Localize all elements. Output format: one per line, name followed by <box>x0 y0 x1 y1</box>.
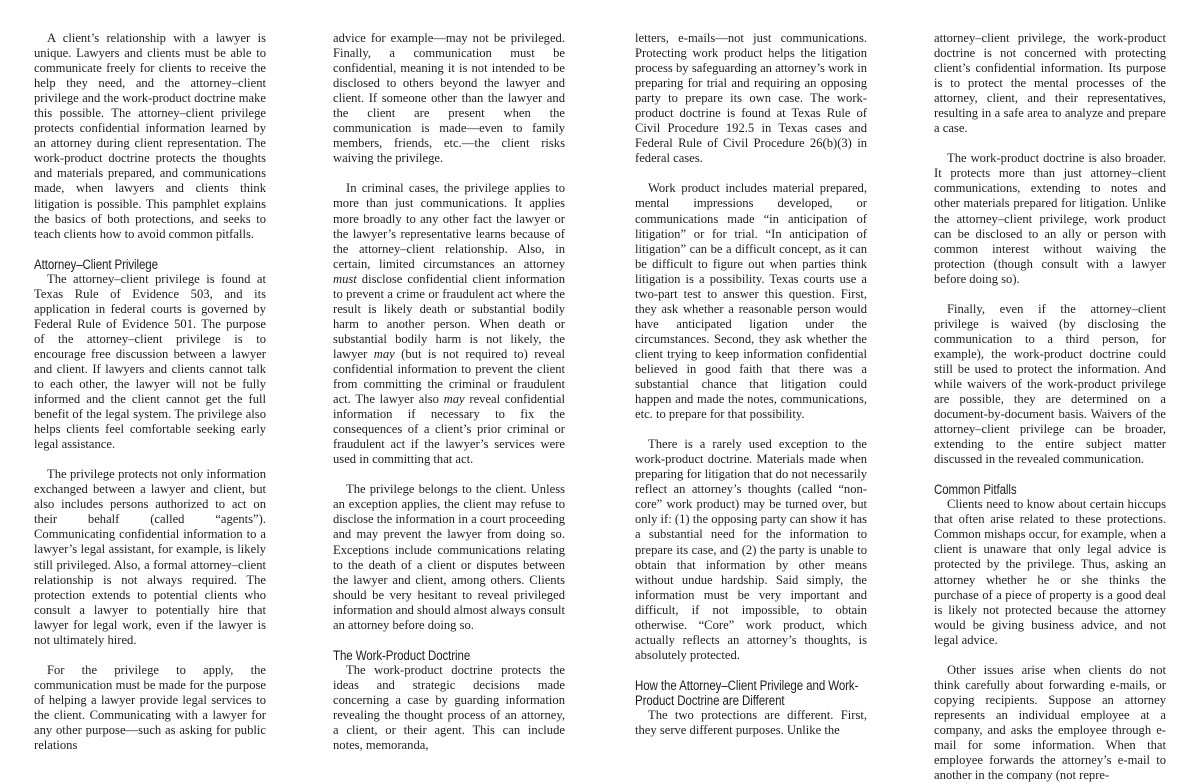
paragraph: Other issues arise when clients do not think carefully about forwarding e-mails, or copying recipients. Suppose an attorney represents an individual employee at a company, and asks the employee through e-mail for some information. When that employee forwards the attorney’s e-mail to another in the company (not repre- <box>934 662 1166 783</box>
paragraph: Clients need to know about certain hiccups that often arise related to these protections. Common mishaps occur, for example, when a client is unaware that only legal advice is protected by the privilege. Thus, asking an attorney whether he or she thinks the purchase of a piece of property is a good deal is likely not protected because the attorney would be giving business advice, and not legal advice. <box>934 497 1166 647</box>
section-heading-work-product-doctrine: The Work-Product Doctrine <box>333 647 471 663</box>
text-column-1 <box>34 31 266 753</box>
paragraph: In criminal cases, the privilege applies to more than just communications. It applies more broadly to any other fact the lawyer or the lawyer’s representative learns because of the attorney–client relationship. Also, in certain, limited circumstances an attorney must disclose confidential client information to prevent a crime or fraudulent act where the result is likely death or substantial bodily harm to another person. When death or substantial bodily harm is not likely, the lawyer may (but is not required to) reveal confidential information to prevent the client from committing the criminal or fraudulent act. The lawyer also may reveal confidential information if necessary to fix the consequences of a client’s prior criminal or fraudulent act if the lawyer’s services were used in committing that act. <box>333 181 566 467</box>
section-heading-common-pitfalls: Common Pitfalls <box>934 482 1017 498</box>
section-heading-attorney-client-privilege: Attorney–Client Privilege <box>34 256 158 272</box>
paragraph: The work-product doctrine is also broader. It protects more than just attorney–client communications, extending to notes and other materials prepared for litigation. Unlike the attorney–client privilege, work product can be disclosed to an ally or person with common interest without waiving the protection (though consult with a lawyer before doing so). <box>934 151 1166 286</box>
continued-paragraph: advice for example—may not be privileged. Finally, a communication must be confidential, meaning it is not intended to be disclosed to others beyond the lawyer and client. If someone other than the lawyer and the client are present when the communication is made—even to family members, friends, etc.—the client risks waiving the privilege. <box>333 31 565 166</box>
section-heading-differences-line-2: Product Doctrine are Different <box>635 692 785 708</box>
emphasis-may: may <box>373 346 395 361</box>
paragraph: There is a rarely used exception to the work-product doctrine. Materials made when preparing for litigation that do not necessarily reflect an attorney’s thoughts (called “non-core” work product) may be turned over, but only if: (1) the opposing party can show it has a substantial need for the information to prepare its case, and (2) the party is unable to obtain that information by other means without undue hardship. Said simply, the information must be very important and difficult, if not impossible, to obtain otherwise. “Core” work product, which actually reflects an attorney’s thoughts, is absolutely protected. <box>635 437 867 662</box>
paragraph: The privilege protects not only information exchanged between a lawyer and client, but also includes persons authorized to act on their behalf (called “agents”). Communicating confidential information to a lawyer’s legal assistant, for example, is likely still privileged. Also, a formal attorney–client relationship is not always required. The protection extends to potential clients who consult a lawyer to potentially hire that lawyer for legal work, even if the lawyer is not ultimately hired. <box>34 467 266 647</box>
intro-paragraph: A client’s relationship with a lawyer is unique. Lawyers and clients must be able to communicate freely for clients to receive the help they need, and the attorney–client privilege and the work-product doctrine make this possible. The attorney–client privilege protects confidential information learned by an attorney during client representation. The work-product doctrine protects the thoughts and materials prepared, and communications made, when lawyers and clients think litigation is possible. This pamphlet explains the basics of both protections, and seeks to teach clients how to avoid common pitfalls. <box>34 31 266 241</box>
text-column-4 <box>934 31 1166 783</box>
paragraph: Finally, even if the attorney–client privilege is waived (by disclosing the communication to a third person, for example), the work-product doctrine could still be used to protect the information. And while waivers of the work-product privilege are possible, they are determined on a document-by-document basis. Waivers of the attorney–client privilege can be broader, extending to the entire subject matter discussed in the revealed communication. <box>934 301 1166 467</box>
continued-paragraph: letters, e-mails—not just communications. Protecting work product helps the litigation process by safeguarding an attorney’s work in preparing for trial and requiring an opposing party to prepare its own case. The work-product doctrine is found at Texas Rule of Civil Procedure 192.5 in Texas cases and Federal Rule of Civil Procedure 26(b)(3) in federal cases. <box>635 31 867 166</box>
section-heading-differences-line-1: How the Attorney–Client Privilege and Work- <box>635 677 859 693</box>
emphasis-must: must <box>333 271 357 286</box>
paragraph: The work-product doctrine protects the ideas and strategic decisions made concerning a case by guarding information revealing the thought process of an attorney, a client, or their agent. This can include notes, memoranda, <box>333 662 565 753</box>
emphasis-may: may <box>443 392 465 407</box>
continued-paragraph: attorney–client privilege, the work-product doctrine is not concerned with protecting client’s confidential information. Its purpose is to protect the mental processes of the attorney, client, and their representatives, resulting in a safe area to analyze and prepare a case. <box>934 31 1166 136</box>
paragraph: The attorney–client privilege is found at Texas Rule of Evidence 503, and its application in federal courts is governed by Federal Rule of Evidence 501. The purpose of the attorney–client privilege is to encourage free discussion between a lawyer and client. If lawyers and clients cannot talk to each other, the lawyer will not be fully informed and the client cannot get the full benefit of the legal system. The privilege also helps clients feel comfortable seeking early legal assistance. <box>34 271 266 452</box>
paragraph: The privilege belongs to the client. Unless an exception applies, the client may refuse to disclose the information in a court proceeding and may prevent the lawyer from doing so. Exceptions include communications relating to the death of a client or disputes between the lawyer and client, among others. Clients should be very hesitant to reveal privileged information and should almost always consult an attorney before doing so. <box>333 482 565 632</box>
text-column-3 <box>635 31 867 738</box>
text-column-2 <box>333 31 565 753</box>
paragraph: Work product includes material prepared, mental impressions developed, or communications made “in anticipation of litigation” or for trial. “In anticipation of litigation” can be a difficult concept, as it can be difficult to figure out when parties think litigation is a possibility. Texas courts use a two-part test to answer this question. First, they ask whether a reasonable person would have anticipated ligation under the circumstances. Second, they ask whether the client trying to keep information confidential believed in good faith that there was a substantial chance that litigation could happen and made the notes, communications, etc. to prepare for that possibility. <box>635 181 867 422</box>
paragraph: The two protections are different. First, they serve different purposes. Unlike the <box>635 707 867 737</box>
paragraph: For the privilege to apply, the communication must be made for the purpose of helping a lawyer provide legal services to the client. Communicating with a lawyer for any other purpose—such as asking for public relations <box>34 662 266 753</box>
